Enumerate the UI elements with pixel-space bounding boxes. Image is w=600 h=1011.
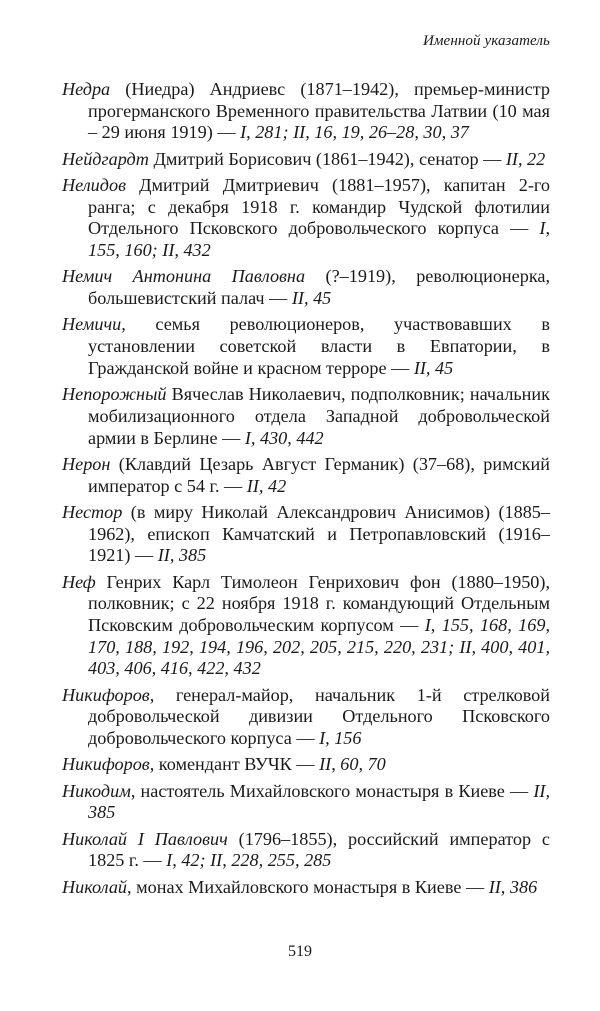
page-number: 519 (288, 943, 312, 960)
entry-description: , настоятель Михайловского монастыря в Киеве — (130, 780, 534, 801)
index-entry (62, 266, 550, 309)
entry-name: Нейдгардт (62, 148, 149, 169)
index-entry (62, 79, 550, 144)
entry-name: Нелидов (62, 175, 126, 195)
index-entry (62, 454, 550, 497)
entry-page-refs: II, 22 (505, 148, 546, 169)
index-entry (62, 754, 550, 776)
entry-description: Вячеслав Николаевич, подполковник; начальник мобилизационного отдела Западной добровольческой армии в Берлине — (88, 384, 550, 448)
entry-description: (?–1919), революционерка, большевистский палач — (88, 266, 550, 309)
entry-name: Никодим (62, 780, 131, 801)
entry-name: Неф (62, 571, 96, 592)
name-index-list (62, 79, 550, 903)
index-entry (62, 175, 550, 262)
entry-page-refs: I, 42; II, 228, 255, 285 (166, 850, 332, 871)
index-entry (62, 829, 550, 872)
entry-name: Недра (62, 79, 111, 99)
index-entry (62, 384, 550, 449)
index-entry (62, 781, 550, 824)
entry-name: Немичи, (62, 314, 126, 335)
entry-page-refs: I, 156 (319, 728, 362, 749)
entry-page-refs: II, 45 (413, 357, 454, 378)
entry-name: Николай I Павлович (62, 828, 228, 849)
index-entry (62, 314, 550, 379)
running-header: Именной указатель (422, 33, 550, 49)
entry-description: семья революционеров, участвовавших в установлении советской власти в Евпатории, в Гражданской войне и красном терроре — (88, 314, 550, 378)
entry-description: , генерал-майор, начальник 1-й стрелковой добровольческой дивизии Отдельного Псковского добровольческого корпуса — (88, 684, 550, 749)
entry-description: , комендант ВУЧК — (149, 754, 320, 775)
entry-name: Никифоров (62, 754, 150, 775)
entry-name: Непорожный (62, 384, 167, 405)
entry-description: , монах Михайловского монастыря в Киеве — (127, 876, 489, 897)
entry-name: Никифоров (62, 684, 150, 705)
entry-name: Нестор (62, 501, 123, 522)
entry-page-refs: II, 385 (88, 780, 550, 823)
entry-description: (Клавдий Цезарь Август Германик) (37–68), римский император с 54 г. — (88, 453, 550, 496)
entry-page-refs: I, 155, 168, 169, 170, 188, 192, 194, 196, 202, 205, 215, 220, 231; II, 400, 401, 403, 406, 416, 422, 432 (88, 614, 550, 679)
entry-page-refs: II, 60, 70 (319, 754, 386, 775)
entry-page-refs: II, 385 (157, 545, 207, 566)
index-entry (62, 502, 550, 567)
entry-description: (Ниедра) Андриевс (1871–1942), премьер-министр прогерманского Временного правительства Латвии (10 мая – 29 июня 1919) — (88, 79, 550, 143)
entry-page-refs: I, 155, 160; II, 432 (88, 218, 550, 261)
entry-name: Николай (62, 876, 128, 897)
entry-page-refs: I, 281; II, 16, 19, 26–28, 30, 37 (240, 122, 469, 143)
entry-page-refs: II, 45 (291, 288, 332, 309)
entry-description: (в миру Николай Александрович Анисимов) (1885–1962), епископ Камчатский и Петропавловский (1916–1921) — (88, 501, 550, 566)
index-entry (62, 572, 550, 681)
entry-name: Немич Антонина Павловна (62, 266, 306, 287)
entry-description: (1796–1855), российский император с 1825 г. — (88, 828, 550, 871)
entry-page-refs: II, 42 (246, 475, 287, 496)
entry-description: Дмитрий Борисович (1861–1942), сенатор — (148, 148, 506, 169)
index-entry (62, 877, 550, 899)
entry-description: Генрих Карл Тимолеон Генрихович фон (1880–1950), полковник; с 22 ноября 1918 г. командующий Отдельным Псковским добровольческим корпусом — (88, 571, 550, 635)
entry-description: Дмитрий Дмитриевич (1881–1957), капитан 2-го ранга; с декабря 1918 г. командир Чудской флотилии Отдельного Псковского добровольческого корпуса — (88, 175, 550, 239)
index-entry (62, 149, 550, 171)
entry-page-refs: I, 430, 442 (244, 427, 324, 448)
index-entry (62, 685, 550, 750)
entry-page-refs: II, 386 (488, 876, 538, 897)
entry-name: Нерон (62, 453, 111, 474)
